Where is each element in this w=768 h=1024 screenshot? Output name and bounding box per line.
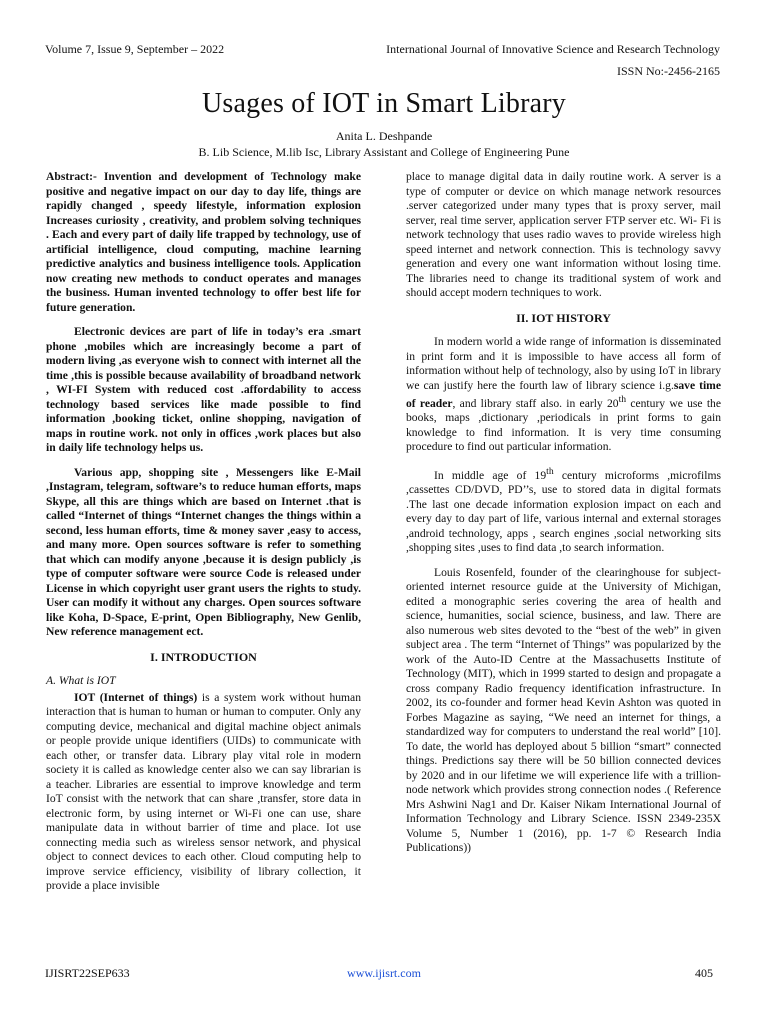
body-paragraph: Various app, shopping site , Messengers like E-Mail ,Instagram, telegram, software’s to reduce human efforts, maps Skype, all this are things which are based on Internet .that is called “Internet of things “Internet changes the things within a second, less human efforts, time & money saver ,easy to access, and many more. Open sources software is refer to something that which can modify anyone ,because it is design publicly ,is type of computer software were source Code is released under License in which copyright user grant users the rights to study. User can modify it without any charges. Open sources software like Koha, D-Space, E-print, Open Bibliography, New Genlib, New reference management ect.	[46, 465, 361, 638]
footer-url-link[interactable]: www.ijisrt.com	[347, 966, 421, 980]
header-volume: Volume 7, Issue 9, September – 2022	[45, 42, 225, 56]
paragraph-text: In middle age of 19	[434, 468, 547, 482]
term-bold: save time of reader	[406, 378, 721, 410]
body-paragraph	[406, 335, 721, 455]
section-heading-history: II. IOT HISTORY	[516, 310, 611, 325]
left-column	[46, 170, 361, 904]
paragraph-text: is a system work without human interaction that is human to human or human to computer. Only any computing device, mechanical and digital machine object animals or people provide unique identifiers (UIDs) to communicate with each other, or transfer data. Library play vital role in modern society it is called as knowledge center also we can say librarian is a teacher. Libraries are essential to improve knowledge and term IoT consist with the network that can share ,transfer, store data in electronic form, by using internet or Wi-Fi one can use, share manipulate data in without barrier of time and place. Iot use connecting media such as wireless sensor network, and physical object to connect devices to each other. Cloud computing help to improve service efficiency, visibility of library collection, it provide a place invisible	[46, 690, 361, 892]
superscript: th	[546, 465, 554, 477]
header-issn: ISSN No:-2456-2165	[616, 64, 720, 78]
paragraph-text: , and library staff also. in early 20	[452, 396, 619, 410]
term-bold: IOT (Internet of things)	[74, 690, 198, 704]
body-paragraph	[46, 691, 361, 894]
footer-page-number: 405	[695, 966, 713, 980]
paper-title: Usages of IOT in Smart Library	[202, 88, 566, 119]
body-paragraph: Electronic devices are part of life in today’s era .smart phone ,mobiles which are increasingly become a part of modern living ,as everyone wish to connect with internet all the time ,this is possible because availability of broadband network , WI-FI System with reduced cost .affordability to access technology based services like made possible to find information ,booking ticket, online shopping, navigation of maps in routine work. not only in offices ,work places but also in daily life technology helps us.	[46, 325, 361, 454]
body-paragraph: Louis Rosenfeld, founder of the clearinghouse for subject-oriented internet resource guide at the University of Michigan, edited a monographic series covering the area of health and science, humanities, social science, business, and law. There are also numerous web sites devoted to the “best of the web” in given subject area . The term “Internet of Things” was popularized by the work of the Auto-ID Centre at the Massachusetts Institute of Technology (MIT), which in 1999 started to design and propagate a cross company Radio frequency identification infrastructure. In 2002, its co-founder and former head Kevin Ashton was quoted in Forbes Magazine as saying, “We need an internet for things, a standardized way for computers to understand the real world” [10]. To date, the world has deployed about 5 billion “smart” connected things. Predictions say there will be 50 billion connected devices by 2020 and in our lifetime we will experience life with a trillion-node network which provides strong connection nodes .( Reference Mrs Ashwini Nag1 and Dr. Kaiser Nikam International Journal of Information Technology and Library Science. ISSN 2349-235X Volume 5, Number 1 (2016), pp. 1-7 © Research India Publications))	[406, 565, 721, 855]
abstract-paragraph: Abstract:- Invention and development of Technology make positive and negative impact on our day to day life, things are rapidly changed , speedy lifestyle, information explosion Increases curiosity , creativity, and problem solving techniques . Each and every part of daily life trapped by technology, use of artificial intelligence, cloud computing, machine learning predictive analytics and business intelligence tools. Application now creating new methods to conduct operates and manages the business. Human invented technology to offer best life for future generation.	[46, 170, 361, 314]
paragraph-text: century we use the books, maps ,dictionary ,periodicals in print forms to gain knowledge to find information. It is very time consuming procedure to find out particular information.	[406, 396, 721, 454]
paper-author: Anita L. Deshpande	[335, 129, 433, 143]
footer-code: IJISRT22SEP633	[45, 966, 130, 980]
paragraph-text: century microforms ,microfilms ,cassettes CD/DVD, PD’’s, use to stored data in digital formats .The last one decade information explosion impact on each and every day to day part of life, various internal and external storages ,android technology, apps , search engines ,social networking sits ,shopping sites ,uses to find data ,to search information.	[406, 468, 721, 555]
right-column	[406, 170, 721, 866]
paragraph-text: In modern world a wide range of information is disseminated in print form and it is impossible to have access all form of information without help of technology, also by using IoT in library we can justify here the fourth law of library science i.g.	[406, 335, 721, 392]
paper-affiliation: B. Lib Science, M.lib Isc, Library Assistant and College of Engineering Pune	[198, 145, 570, 159]
subsection-heading: A. What is IOT	[46, 674, 116, 687]
section-heading-introduction: I. INTRODUCTION	[150, 649, 257, 664]
header-journal: International Journal of Innovative Science and Research Technology	[386, 42, 720, 56]
body-paragraph	[406, 465, 721, 556]
body-paragraph: place to manage digital data in daily routine work. A server is a type of computer or device on which manage network resources .server categorized under many types that is proxy server, mail server, real time server, application server FTP server etc. Wi- Fi is network technology that uses radio waves to provide wireless high speed internet and network connection. This is technology savvy generation and every one want information without losing time. The libraries need to change its traditional system of work and should accept modern techniques to work.	[406, 170, 721, 299]
superscript: th	[618, 394, 627, 405]
